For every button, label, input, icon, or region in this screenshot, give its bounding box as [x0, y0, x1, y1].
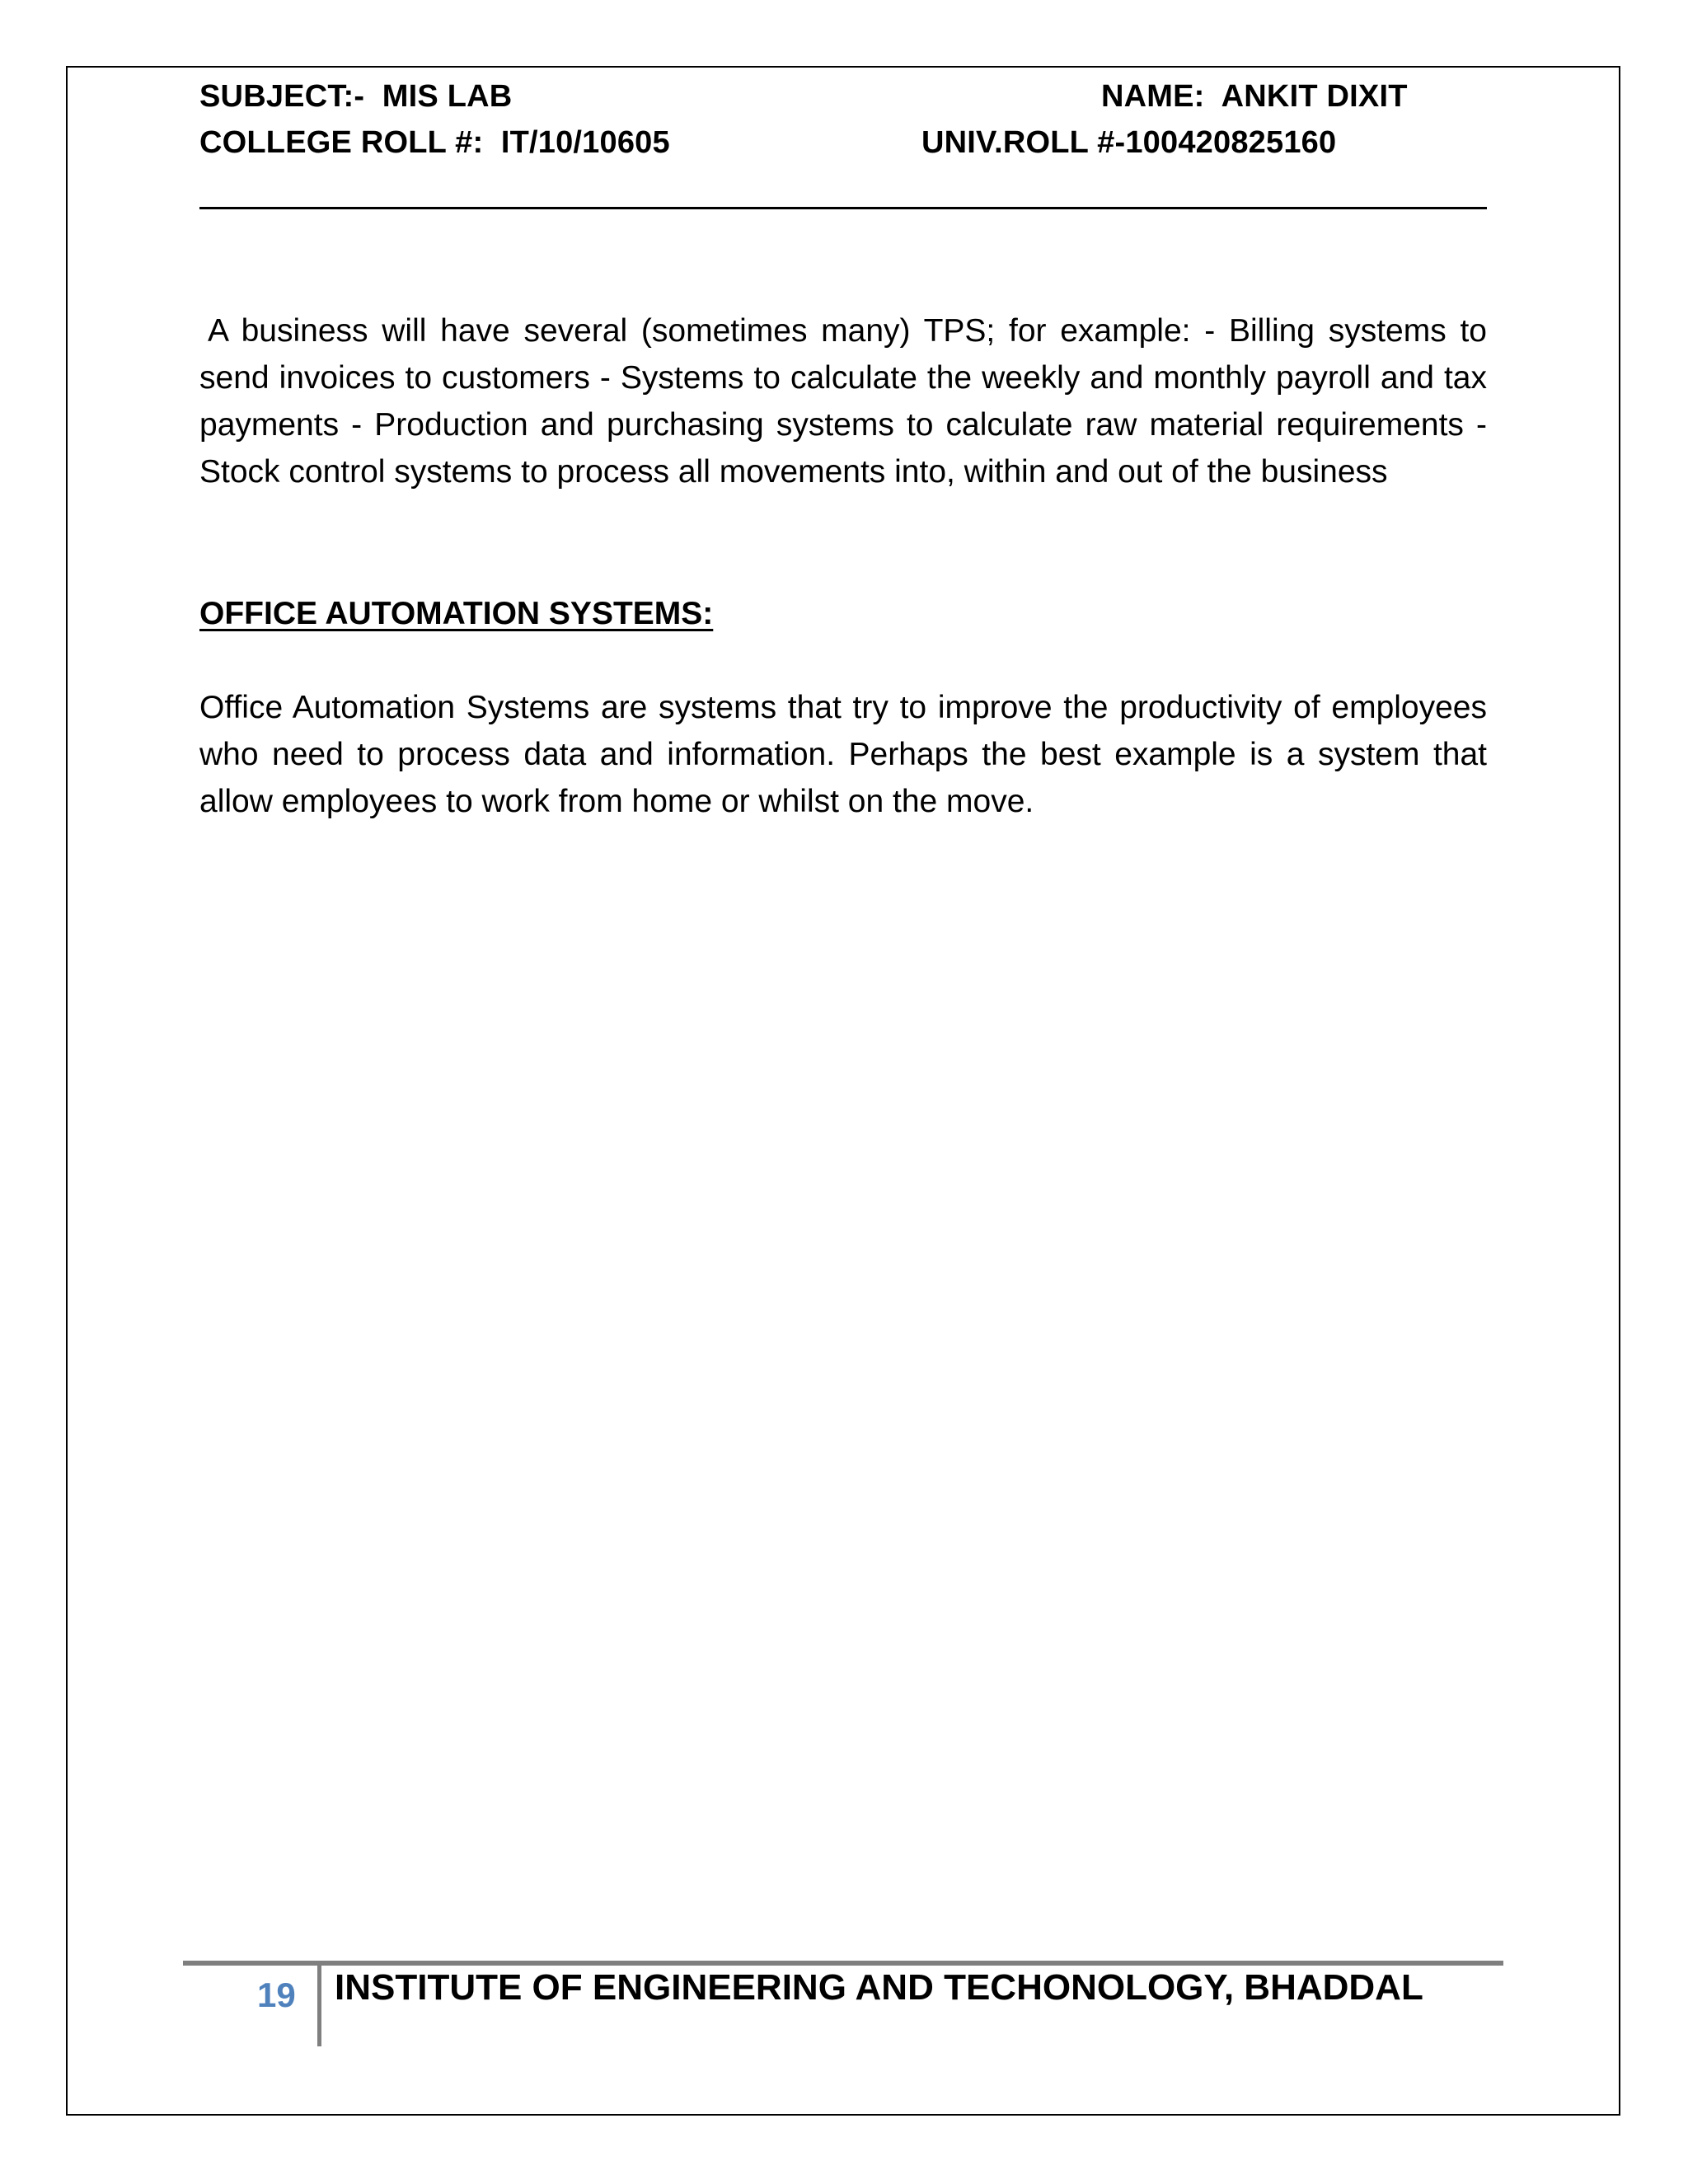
- header-divider: [199, 207, 1487, 209]
- college-roll: COLLEGE ROLL #: IT/10/10605: [199, 125, 670, 160]
- header-row-2: [199, 121, 1485, 164]
- institute-name: INSTITUTE OF ENGINEERING AND TECHONOLOGY, BHADDAL: [335, 1967, 1423, 2008]
- univ-roll: UNIV.ROLL #-100420825160: [921, 125, 1337, 160]
- oas-paragraph: Office Automation Systems are systems that try to improve the productivity of employees who need to process data and information. Perhaps the best example is a system that allow employees to work from home or whilst on the move.: [199, 690, 1487, 819]
- header-row-1: [199, 75, 1485, 118]
- page-number: 19: [257, 1975, 296, 2014]
- subject-label: SUBJECT:- MIS LAB: [199, 79, 513, 114]
- tps-paragraph: A business will have several (sometimes many) TPS; for example: - Billing systems to send invoices to customers - Systems to calculate the weekly and monthly payroll and tax payments - Production and purchasing systems to calculate raw material requirements - Stock control systems to process all movements into, within and out of the business: [199, 313, 1487, 490]
- student-name: NAME: ANKIT DIXIT: [1101, 79, 1408, 114]
- section-heading: OFFICE AUTOMATION SYSTEMS:: [199, 596, 714, 631]
- footer-divider: [317, 1966, 321, 2046]
